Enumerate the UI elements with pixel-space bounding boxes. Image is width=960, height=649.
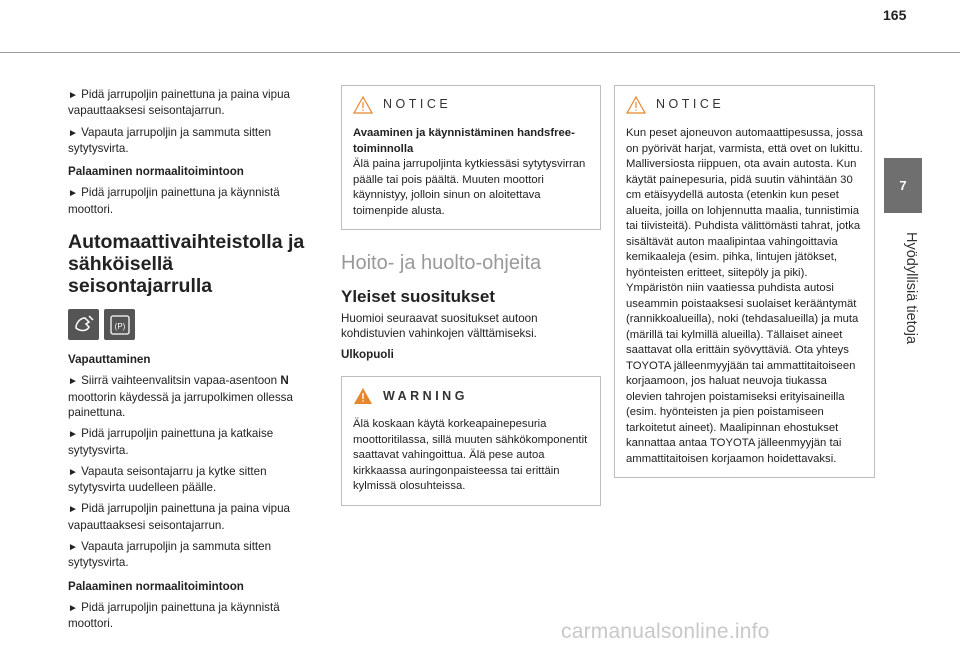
subheading: Ulkopuoli xyxy=(341,348,394,362)
bullet-item: ► Pidä jarrupoljin painettuna ja paina vipua vapauttaaksesi seisontajarrun. xyxy=(68,88,290,118)
section-heading: Automaattivaihteistolla ja sähköisellä seisontajarrulla xyxy=(68,231,305,298)
column-1 xyxy=(68,87,313,638)
section-title: Hoito- ja huolto-ohjeita xyxy=(341,252,542,274)
notice-title: NOTICE xyxy=(656,97,725,112)
bullet-item: ► Pidä jarrupoljin painettuna ja käynnistä moottori. xyxy=(68,600,280,631)
subsection-title: Yleiset suositukset xyxy=(341,287,496,307)
top-rule xyxy=(0,52,960,53)
engine-start-icon xyxy=(68,309,99,340)
chapter-tab: 7 xyxy=(884,158,922,213)
notice-bold-text: Avaaminen ja käynnistäminen handsfree-toiminnolla xyxy=(353,127,575,155)
notice-text: Älä paina jarrupoljinta kytkiessäsi sytytysvirran päälle tai pois päältä. Muuten moottori käynnistyy, jolloin sinun on aloitettava toimenpide alusta. xyxy=(353,158,586,217)
bullet-item: ► Pidä jarrupoljin painettuna ja käynnistä moottori. xyxy=(68,186,280,216)
subheading: Palaaminen normaalitoimintoon xyxy=(68,579,244,593)
warning-triangle-icon xyxy=(353,96,373,114)
column-2 xyxy=(341,85,601,506)
warning-box xyxy=(341,376,601,506)
subheading: Vapauttaminen xyxy=(68,353,151,367)
warning-text: Älä koskaan käytä korkeapainepesuria moottoritilassa, sillä muuten sähkökomponentit saattavat vahingoittua. Älä pese autoa kirkkaassa auringonpaisteessa tai erittäin kylmissä olosuhteissa. xyxy=(353,418,588,493)
warning-triangle-icon xyxy=(626,96,646,114)
parking-brake-icon xyxy=(104,309,135,340)
svg-text:(P): (P) xyxy=(114,321,125,331)
warning-title: WARNING xyxy=(383,388,468,403)
chapter-title: Hyödyllisiä tietoja xyxy=(903,232,919,345)
bullet-item: ► Vapauta jarrupoljin ja sammuta sitten sytytysvirta. xyxy=(68,125,272,155)
subheading: Palaaminen normaalitoimintoon xyxy=(68,165,244,179)
bullet-item: ► Pidä jarrupoljin painettuna ja katkaise sytytysvirta. xyxy=(68,427,274,457)
icon-row xyxy=(68,309,313,340)
bullet-item: ► Pidä jarrupoljin painettuna ja paina vipua vapauttaaksesi seisontajarrun. xyxy=(68,502,290,532)
page-number: 165 xyxy=(883,7,907,23)
notice-box xyxy=(614,85,875,478)
notice-text: Kun peset ajoneuvon automaattipesussa, jossa on pyörivät harjat, varmista, että ovet on lukittu. Malliversiosta riippuen, ota avain autosta. Kun käytät painepesuria, pidä suutin vähintään 30 cm etäisyydellä autosta (etenkin kun peset alueita, joilla on lohjennutta maalia, tunnistimia tai tiivisteitä). Puhdista välittömästi tahrat, jotka sisältävät auton maalipintaa vahingoittavia kemikaaleja (esim. pihka, lintujen jätökset, hyönteisten eritteet, siitepöly ja piki). Ympäristön niin vaatiessa puhdista autosi useammin poistaaksesi suolaiset kerääntymät (rannikkoalueilla), noki (tehdasalueilla) ja muta (märillä tai kylmillä alueilla). Tällaiset aineet saattavat olla erittäin syövyttäviä. Ota yhteys TOYOTA jälleenmyyjään tai ammattitaitoiseen korjaamoon, jos haluat neuvoja tiukassa olevien tahrojen poistamiseksi erityisaineilla (esim. hyönteisten ja pien poistamiseen tarkoitetut aineet). Maalipinnan ehostukset kannattaa antaa TOYOTA jälleenmyyjän tai ammattitaitoisen korjaamon hoidettavaksi. xyxy=(626,127,863,465)
bullet-item: ► Siirrä vaihteenvalitsin vapaa-asentoon N moottorin käydessä ja jarrupolkimen ollessa painettuna. xyxy=(68,374,293,419)
bullet-item: ► Vapauta jarrupoljin ja sammuta sitten sytytysvirta. xyxy=(68,540,272,570)
intro-text: Huomioi seuraavat suositukset autoon kohdistuvien vahinkojen välttämiseksi. xyxy=(341,311,538,340)
warning-filled-icon xyxy=(353,387,373,405)
notice-box xyxy=(341,85,601,230)
column-3 xyxy=(614,85,875,478)
notice-title: NOTICE xyxy=(383,97,452,112)
bullet-item: ► Vapauta seisontajarru ja kytke sitten sytytysvirta uudelleen päälle. xyxy=(68,464,267,495)
watermark: carmanualsonline.info xyxy=(561,620,770,643)
